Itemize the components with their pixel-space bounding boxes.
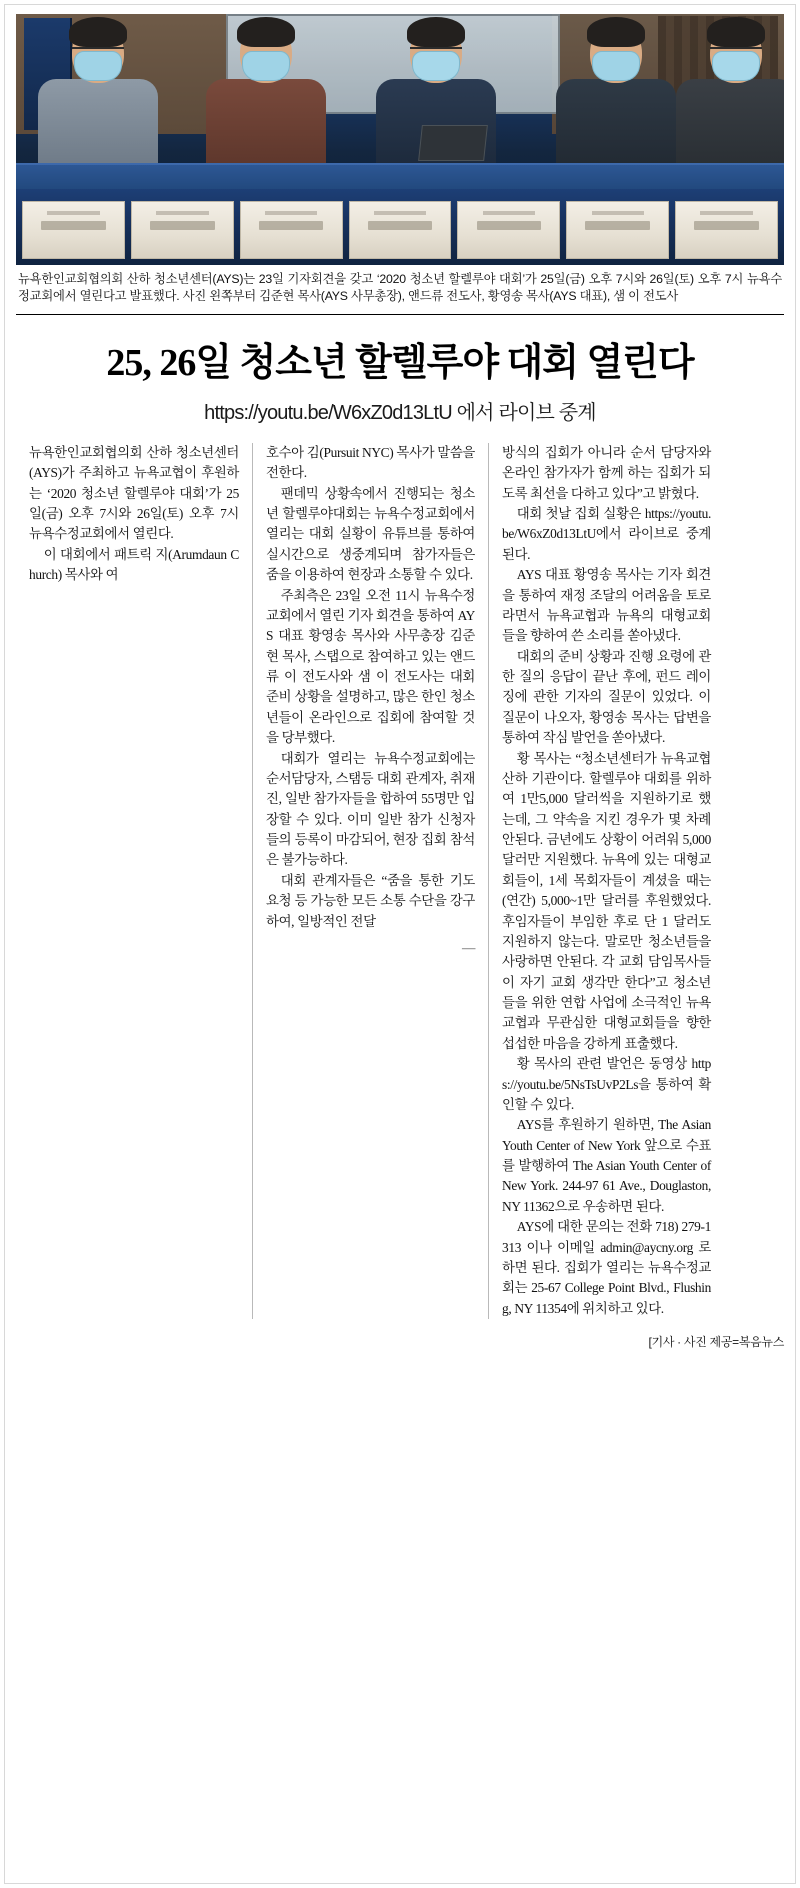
paragraph: AYS를 후원하기 원하면, The Asian Youth Center of New York 앞으로 수표를 발행하여 The Asian Youth Center of New York. 244-97 61 Ave., Douglaston, NY 11362으로 우송하면 된다.: [502, 1117, 711, 1214]
person-5-hair: [707, 17, 765, 47]
paragraph: 대회 관계자들은 “줌을 통한 기도 요청 등 가능한 모든 소통 수단을 강구하여, 일방적인 전달: [266, 872, 475, 929]
person-5-head: [710, 23, 762, 83]
article-columns: [16, 443, 784, 1319]
paragraph: 황 목사의 관련 발언은 동영상 https://youtu.be/5NsTsUvP2Ls을 통하여 확인할 수 있다.: [502, 1056, 711, 1112]
press-conference-photo: [16, 14, 784, 265]
person-3-hair: [407, 17, 465, 47]
display-box: [675, 201, 778, 259]
table-top: [16, 163, 784, 189]
person-2-mask: [242, 51, 290, 81]
person-2-hair: [237, 17, 295, 47]
person-2-body: [206, 79, 326, 165]
display-box: [22, 201, 125, 259]
display-box: [349, 201, 452, 259]
paragraph: 뉴욕한인교회협의회 산하 청소년센터(AYS)가 주최하고 뉴욕교협이 후원하는 ‘2020 청소년 할렐루야 대회’가 25일(금) 오후 7시와 26일(토) 오후 7시 뉴욕수정교회에서 열린다.: [29, 444, 239, 542]
person-1-body: [38, 79, 158, 165]
article-column-1: [16, 443, 252, 1319]
article-column-3: [488, 443, 724, 1319]
paragraph: 대회 첫날 집회 실황은 https://youtu.be/W6xZ0d13LtU에서 라이브로 중계된다.: [502, 506, 711, 562]
paragraph: 방식의 집회가 아니라 순서 담당자와 온라인 참가자가 함께 하는 집회가 되도록 최선을 다하고 있다”고 밝혔다.: [502, 444, 711, 501]
paragraph: 대회의 준비 상황과 진행 요령에 관한 질의 응답이 끝난 후에, 펀드 레이징에 관한 기자의 질문이 있었다. 이 질문이 나오자, 황영송 목사는 답변을 통하여 작심 발언을 쏟아냈다.: [502, 648, 711, 746]
display-box: [457, 201, 560, 259]
paragraph: AYS 대표 황영송 목사는 기자 회견을 통하여 재정 조달의 어려움을 토로라면서 뉴욕교협과 뉴욕의 대형교회들을 향하여 쓴 소리를 쏟아냈다.: [502, 567, 711, 644]
person-3-head: [410, 23, 462, 83]
paragraph: 대회가 열리는 뉴욕수정교회에는 순서담당자, 스탬등 대회 관계자, 취재진, 일반 참가자들을 합하여 55명만 입장할 수 있다. 이미 일반 참가 신청자들의 등록이 마감되어, 현장 집회 참석은 불가능하다.: [266, 750, 475, 868]
person-5-body: [676, 79, 784, 165]
person-5-mask: [712, 51, 760, 81]
person-2: [206, 23, 326, 165]
article-column-2: [252, 443, 488, 1319]
person-1-hair: [69, 17, 127, 47]
photo-caption: 뉴욕한인교회협의회 산하 청소년센터(AYS)는 23일 기자회견을 갖고 ‘2020 청소년 할렐루야 대회’가 25일(금) 오후 7시와 26일(토) 오후 7시 뉴욕수정교회에서 열린다고 발표했다. 사진 왼쪽부터 김준현 목사(AYS 사무총장), 앤드류 전도사, 황영송 목사(AYS 대표), 샘 이 전도사: [16, 265, 784, 315]
paragraph: 이 대회에서 패트릭 지(Arumdaun Church) 목사와 여: [29, 546, 239, 583]
person-1-head: [72, 23, 124, 83]
person-4-body: [556, 79, 676, 165]
subheadline: https://youtu.be/W6xZ0d13LtU 에서 라이브 중계: [204, 401, 596, 424]
person-5: [676, 23, 784, 165]
person-4-hair: [587, 17, 645, 47]
person-2-head: [240, 23, 292, 83]
person-4-head: [590, 23, 642, 83]
column-end-dash: —: [461, 939, 475, 955]
person-4-mask: [592, 51, 640, 81]
paragraph: 호수아 김(Pursuit NYC) 목사가 말씀을 전한다.: [266, 444, 475, 481]
person-1-mask: [74, 51, 122, 81]
box-row: [16, 201, 784, 259]
display-box: [131, 201, 234, 259]
display-box: [240, 201, 343, 259]
headline: 25, 26일 청소년 할렐루야 대회 열린다: [106, 341, 694, 384]
paragraph: 황 목사는 “청소년센터가 뉴욕교협 산하 기관이다. 할렐루야 대회를 위하여 1만5,000 달러씩을 지원하기로 했는데, 그 약속을 지킨 경우가 몇 차례 안된다. 금년에도 상황이 어려워 5,000 달러만 지원했다. 뉴욕에 있는 대형교회들이, 1세 목회자들이 계셨을 때는 (연간) 5,000~1만 달러를 후원했었다. 후임자들이 부임한 후로 단 1 달러도 지원하지 않는다. 말로만 청소년들을 사랑하면 안된다. 각 교회 담임목사들이 자기 교회 생각만 한다”고 청소년들을 위한 연합 사업에 소극적인 뉴욕교협과 무관심한 대형교회들을 향한 섭섭한 마음을 강하게 표출했다.: [502, 750, 711, 1051]
laptop: [418, 125, 488, 161]
person-1: [38, 23, 158, 165]
article-credit: [기사 · 사진 제공=복음뉴스: [648, 1335, 784, 1350]
paragraph: AYS에 대한 문의는 전화 718) 279-1313 이나 이메일 admin@aycny.org 로 하면 된다. 집회가 열리는 뉴욕수정교회는 25-67 College Point Blvd., Flushing, NY 11354에 위치하고 있다.: [502, 1219, 711, 1316]
display-box: [566, 201, 669, 259]
person-3-mask: [412, 51, 460, 81]
paragraph: 주최측은 23일 오전 11시 뉴욕수정교회에서 열린 기자 회견을 통하여 AYS 대표 황영송 목사와 사무총장 김준현 목사, 스탭으로 참여하고 있는 앤드류 이 전도사와 샘 이 전도사는 대회 준비 상황을 설명하고, 많은 한인 청소년들이 온라인으로 집회에 참여할 것을 당부했다.: [266, 587, 475, 746]
paragraph: 팬데믹 상황속에서 진행되는 청소년 할렐루야대회는 뉴욕수정교회에서 열리는 대회 실황이 유튜브를 통하여 실시간으로 생중계되며 참가자들은 줌을 이용하여 현장과 소통할 수 있다.: [266, 485, 475, 583]
person-4: [556, 23, 676, 165]
